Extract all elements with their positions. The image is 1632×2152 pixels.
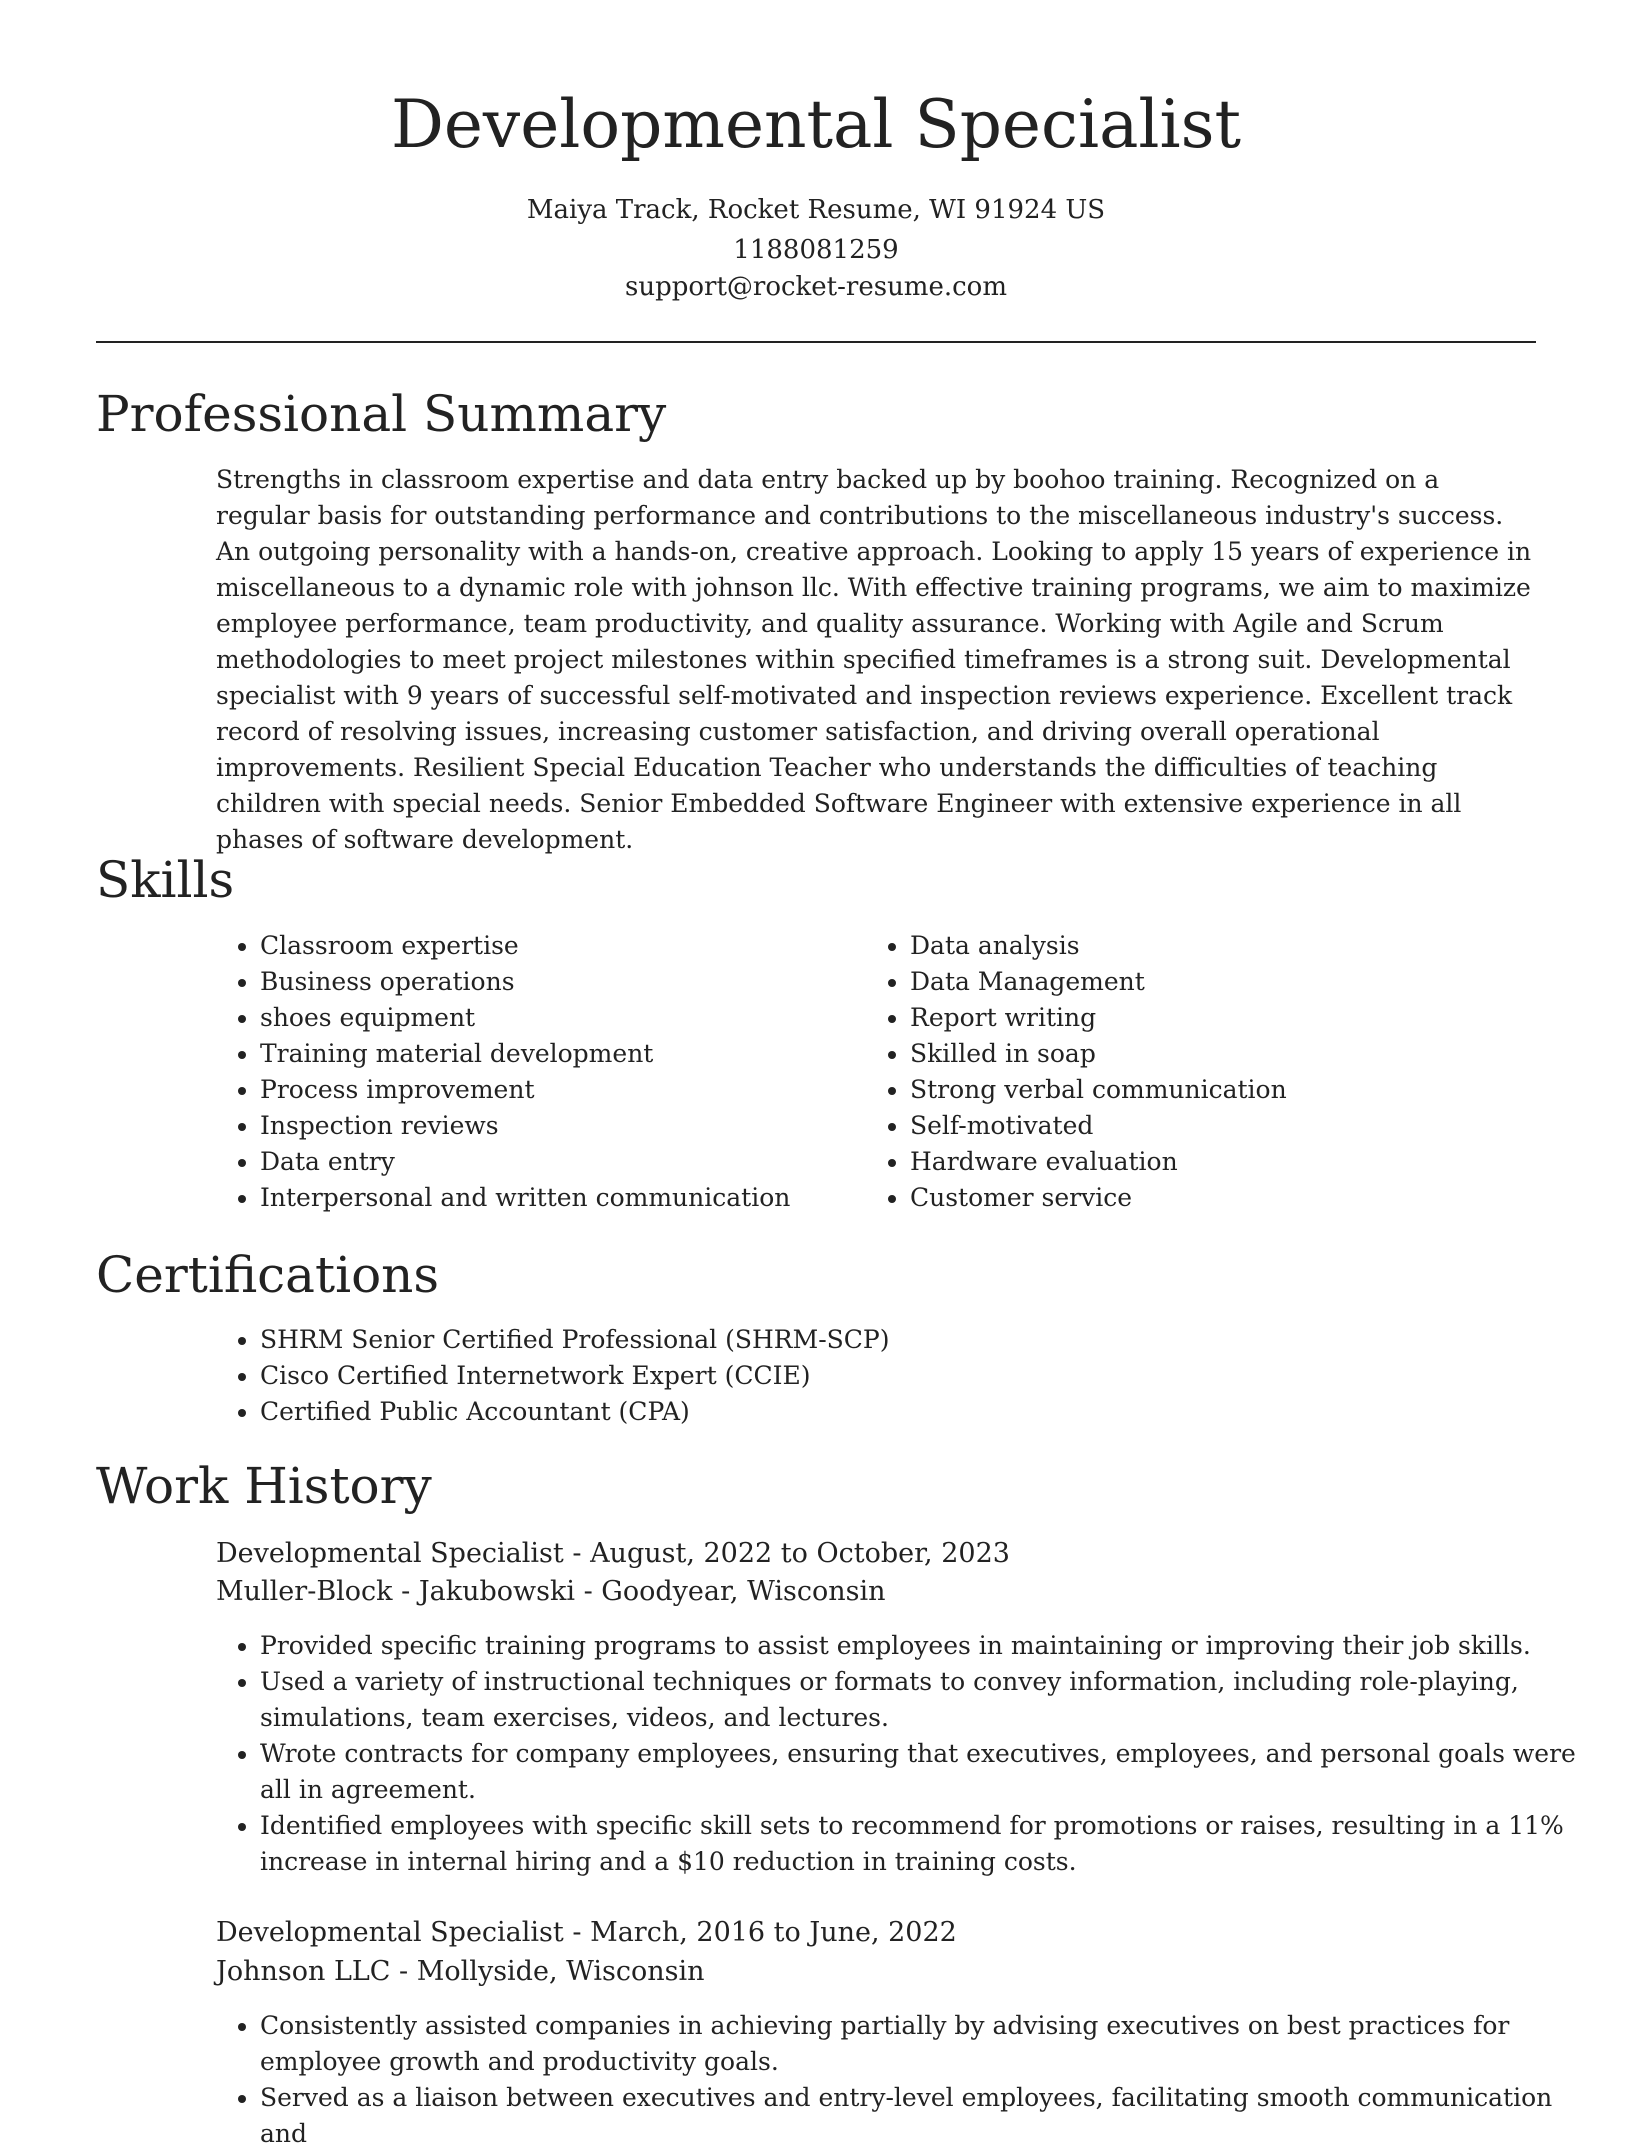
- list-item: • shoes equipment: [260, 1000, 860, 1036]
- list-item: • Self-motivated: [910, 1108, 1550, 1144]
- list-item: • Provided specific training programs to assist employees in maintaining or improving their job skills.: [260, 1628, 1576, 1664]
- list-item: • Skilled in soap: [910, 1036, 1550, 1072]
- section-title-skills: Skills: [96, 851, 235, 909]
- contact-phone: 1188081259: [733, 235, 899, 265]
- separator: -: [390, 1956, 417, 1987]
- job-location: Mollyside, Wisconsin: [416, 1956, 705, 1987]
- job-location: Goodyear, Wisconsin: [601, 1576, 886, 1607]
- separator: -: [575, 1576, 602, 1607]
- job-dates: March, 2016 to June, 2022: [590, 1917, 957, 1948]
- job-bullets: [216, 1628, 1576, 1880]
- list-item: • Classroom expertise: [260, 928, 860, 964]
- section-title-certifications: Certifications: [96, 1246, 440, 1304]
- job-title-line: [216, 1914, 957, 1952]
- resume-name: Developmental Specialist: [390, 86, 1242, 163]
- list-item: • Consistently assisted companies in achieving partially by advising executives on best practices for employee growth and productivity goals.: [260, 2008, 1576, 2080]
- list-item: • Cisco Certified Internetwork Expert (CCIE): [260, 1358, 1560, 1394]
- job-bullets: [216, 2008, 1576, 2152]
- job-role: Developmental Specialist: [216, 1917, 564, 1948]
- job-company-line: [216, 1953, 705, 1991]
- certifications-list: [216, 1322, 1560, 1430]
- job-company-line: [216, 1573, 886, 1611]
- list-item: • Strong verbal communication: [910, 1072, 1550, 1108]
- list-item: • Data analysis: [910, 928, 1550, 964]
- list-item: • Process improvement: [260, 1072, 860, 1108]
- list-item: • Report writing: [910, 1000, 1550, 1036]
- list-item: • Used a variety of instructional techniques or formats to convey information, including role-playing, simulations, team exercises, videos, and lectures.: [260, 1664, 1576, 1736]
- skills-list-left: [216, 928, 860, 1216]
- contact-email: support@rocket-resume.com: [624, 272, 1007, 302]
- list-item: • Certified Public Accountant (CPA): [260, 1394, 1560, 1430]
- section-title-summary: Professional Summary: [96, 385, 667, 443]
- list-item: • Interpersonal and written communication: [260, 1180, 860, 1216]
- list-item: • Inspection reviews: [260, 1108, 860, 1144]
- separator: -: [563, 1917, 591, 1948]
- job-dates: August, 2022 to October, 2023: [590, 1538, 1010, 1569]
- list-item: • Hardware evaluation: [910, 1144, 1550, 1180]
- header-divider: [96, 341, 1536, 343]
- list-item: • Customer service: [910, 1180, 1550, 1216]
- job-role: Developmental Specialist: [216, 1538, 564, 1569]
- job-title-line: [216, 1535, 1010, 1573]
- list-item: • Data entry: [260, 1144, 860, 1180]
- list-item: • SHRM Senior Certified Professional (SHRM-SCP): [260, 1322, 1560, 1358]
- list-item: • Training material development: [260, 1036, 860, 1072]
- section-title-work-history: Work History: [96, 1457, 432, 1515]
- summary-text: Strengths in classroom expertise and data entry backed up by boohoo training. Recognized on a regular basis for outstanding performance and contributions to the miscellaneous industry's success. An outgoing personality with a hands-on, creative approach. Looking to apply 15 years of experience in miscellaneous to a dynamic role with johnson llc. With effective training programs, we aim to maximize employee performance, team productivity, and quality assurance. Working with Agile and Scrum methodologies to meet project milestones within specified timeframes is a strong suit. Developmental specialist with 9 years of successful self-motivated and inspection reviews experience. Excellent track record of resolving issues, increasing customer satisfaction, and driving overall operational improvements. Resilient Special Education Teacher who understands the difficulties of teaching children with special needs. Senior Embedded Software Engineer with extensive experience in all phases of software development.: [216, 465, 1532, 854]
- list-item: • Data Management: [910, 964, 1550, 1000]
- list-item: • Served as a liaison between executives and entry-level employees, facilitating smooth communication and: [260, 2080, 1576, 2152]
- list-item: • Business operations: [260, 964, 860, 1000]
- contact-address: Maiya Track, Rocket Resume, WI 91924 US: [526, 195, 1106, 225]
- job-company: Muller-Block - Jakubowski: [216, 1576, 575, 1607]
- job-company: Johnson LLC: [216, 1956, 391, 1987]
- skills-list-right: [866, 928, 1550, 1216]
- list-item: • Identified employees with specific skill sets to recommend for promotions or raises, resulting in a 11% increase in internal hiring and a $10 reduction in training costs.: [260, 1808, 1576, 1880]
- list-item: • Wrote contracts for company employees, ensuring that executives, employees, and personal goals were all in agreement.: [260, 1736, 1576, 1808]
- separator: -: [563, 1538, 591, 1569]
